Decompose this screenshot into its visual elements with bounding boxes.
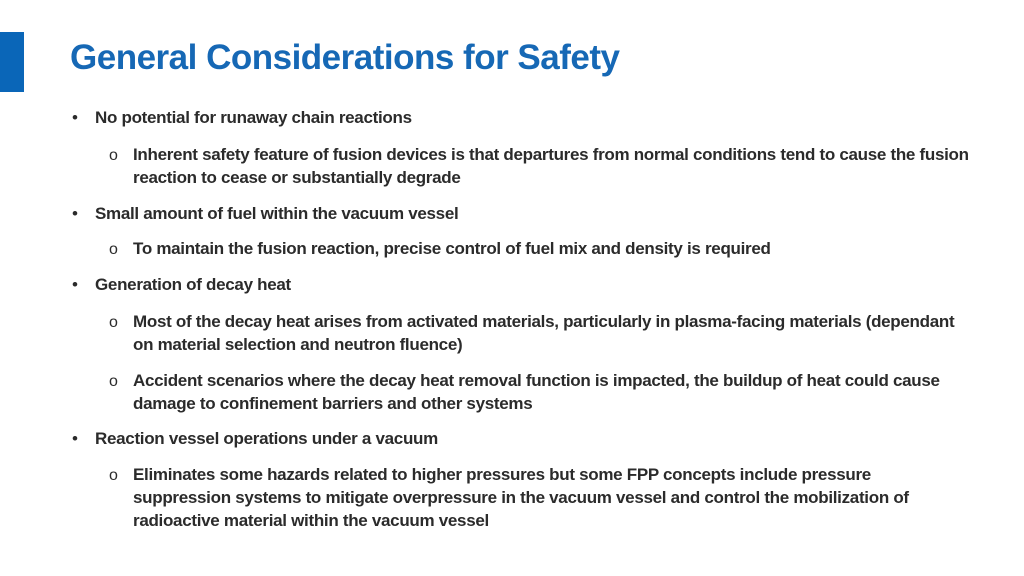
sub-bullet-text: Most of the decay heat arises from activated materials, particularly in plasma-facing materials (dependant on material selection and neutron fluence): [133, 312, 955, 354]
sub-bullet-text: To maintain the fusion reaction, precise control of fuel mix and density is required: [133, 239, 771, 258]
bullet-text: Generation of decay heat: [95, 275, 291, 294]
bullet-item-1: [72, 106, 975, 129]
sub-bullet-marker: o: [109, 467, 118, 484]
sub-bullet-marker: o: [109, 373, 118, 390]
bullet-item-4: [72, 427, 975, 450]
bullet-marker: •: [72, 429, 78, 448]
bullet-item-3: [72, 273, 975, 296]
sub-bullet-marker: o: [109, 314, 118, 331]
bullet-marker: •: [72, 204, 78, 223]
bullet-marker: •: [72, 108, 78, 127]
sub-bullet-4-1: [109, 463, 973, 532]
sub-bullet-text: Inherent safety feature of fusion devices is that departures from normal conditions tend to cause the fusion reaction to cease or substantially degrade: [133, 145, 969, 187]
bullet-item-2: [72, 202, 975, 225]
sub-bullet-marker: o: [109, 241, 118, 258]
bullet-text: Reaction vessel operations under a vacuum: [95, 429, 438, 448]
sub-bullet-3-2: [109, 369, 973, 415]
sub-bullet-text: Eliminates some hazards related to higher pressures but some FPP concepts include pressure suppression systems to mitigate overpressure in the vacuum vessel and control the mobilization of radioactive material within the vacuum vessel: [133, 465, 909, 530]
sub-bullet-1-1: [109, 143, 973, 189]
bullet-text: No potential for runaway chain reactions: [95, 108, 412, 127]
bullet-marker: •: [72, 275, 78, 294]
bullet-text: Small amount of fuel within the vacuum vessel: [95, 204, 459, 223]
sub-bullet-2-1: [109, 237, 973, 260]
slide-title: General Considerations for Safety: [70, 38, 620, 77]
sub-bullet-text: Accident scenarios where the decay heat removal function is impacted, the buildup of heat could cause damage to confinement barriers and other systems: [133, 371, 940, 413]
sub-bullet-marker: o: [109, 147, 118, 164]
sub-bullet-3-1: [109, 310, 973, 356]
